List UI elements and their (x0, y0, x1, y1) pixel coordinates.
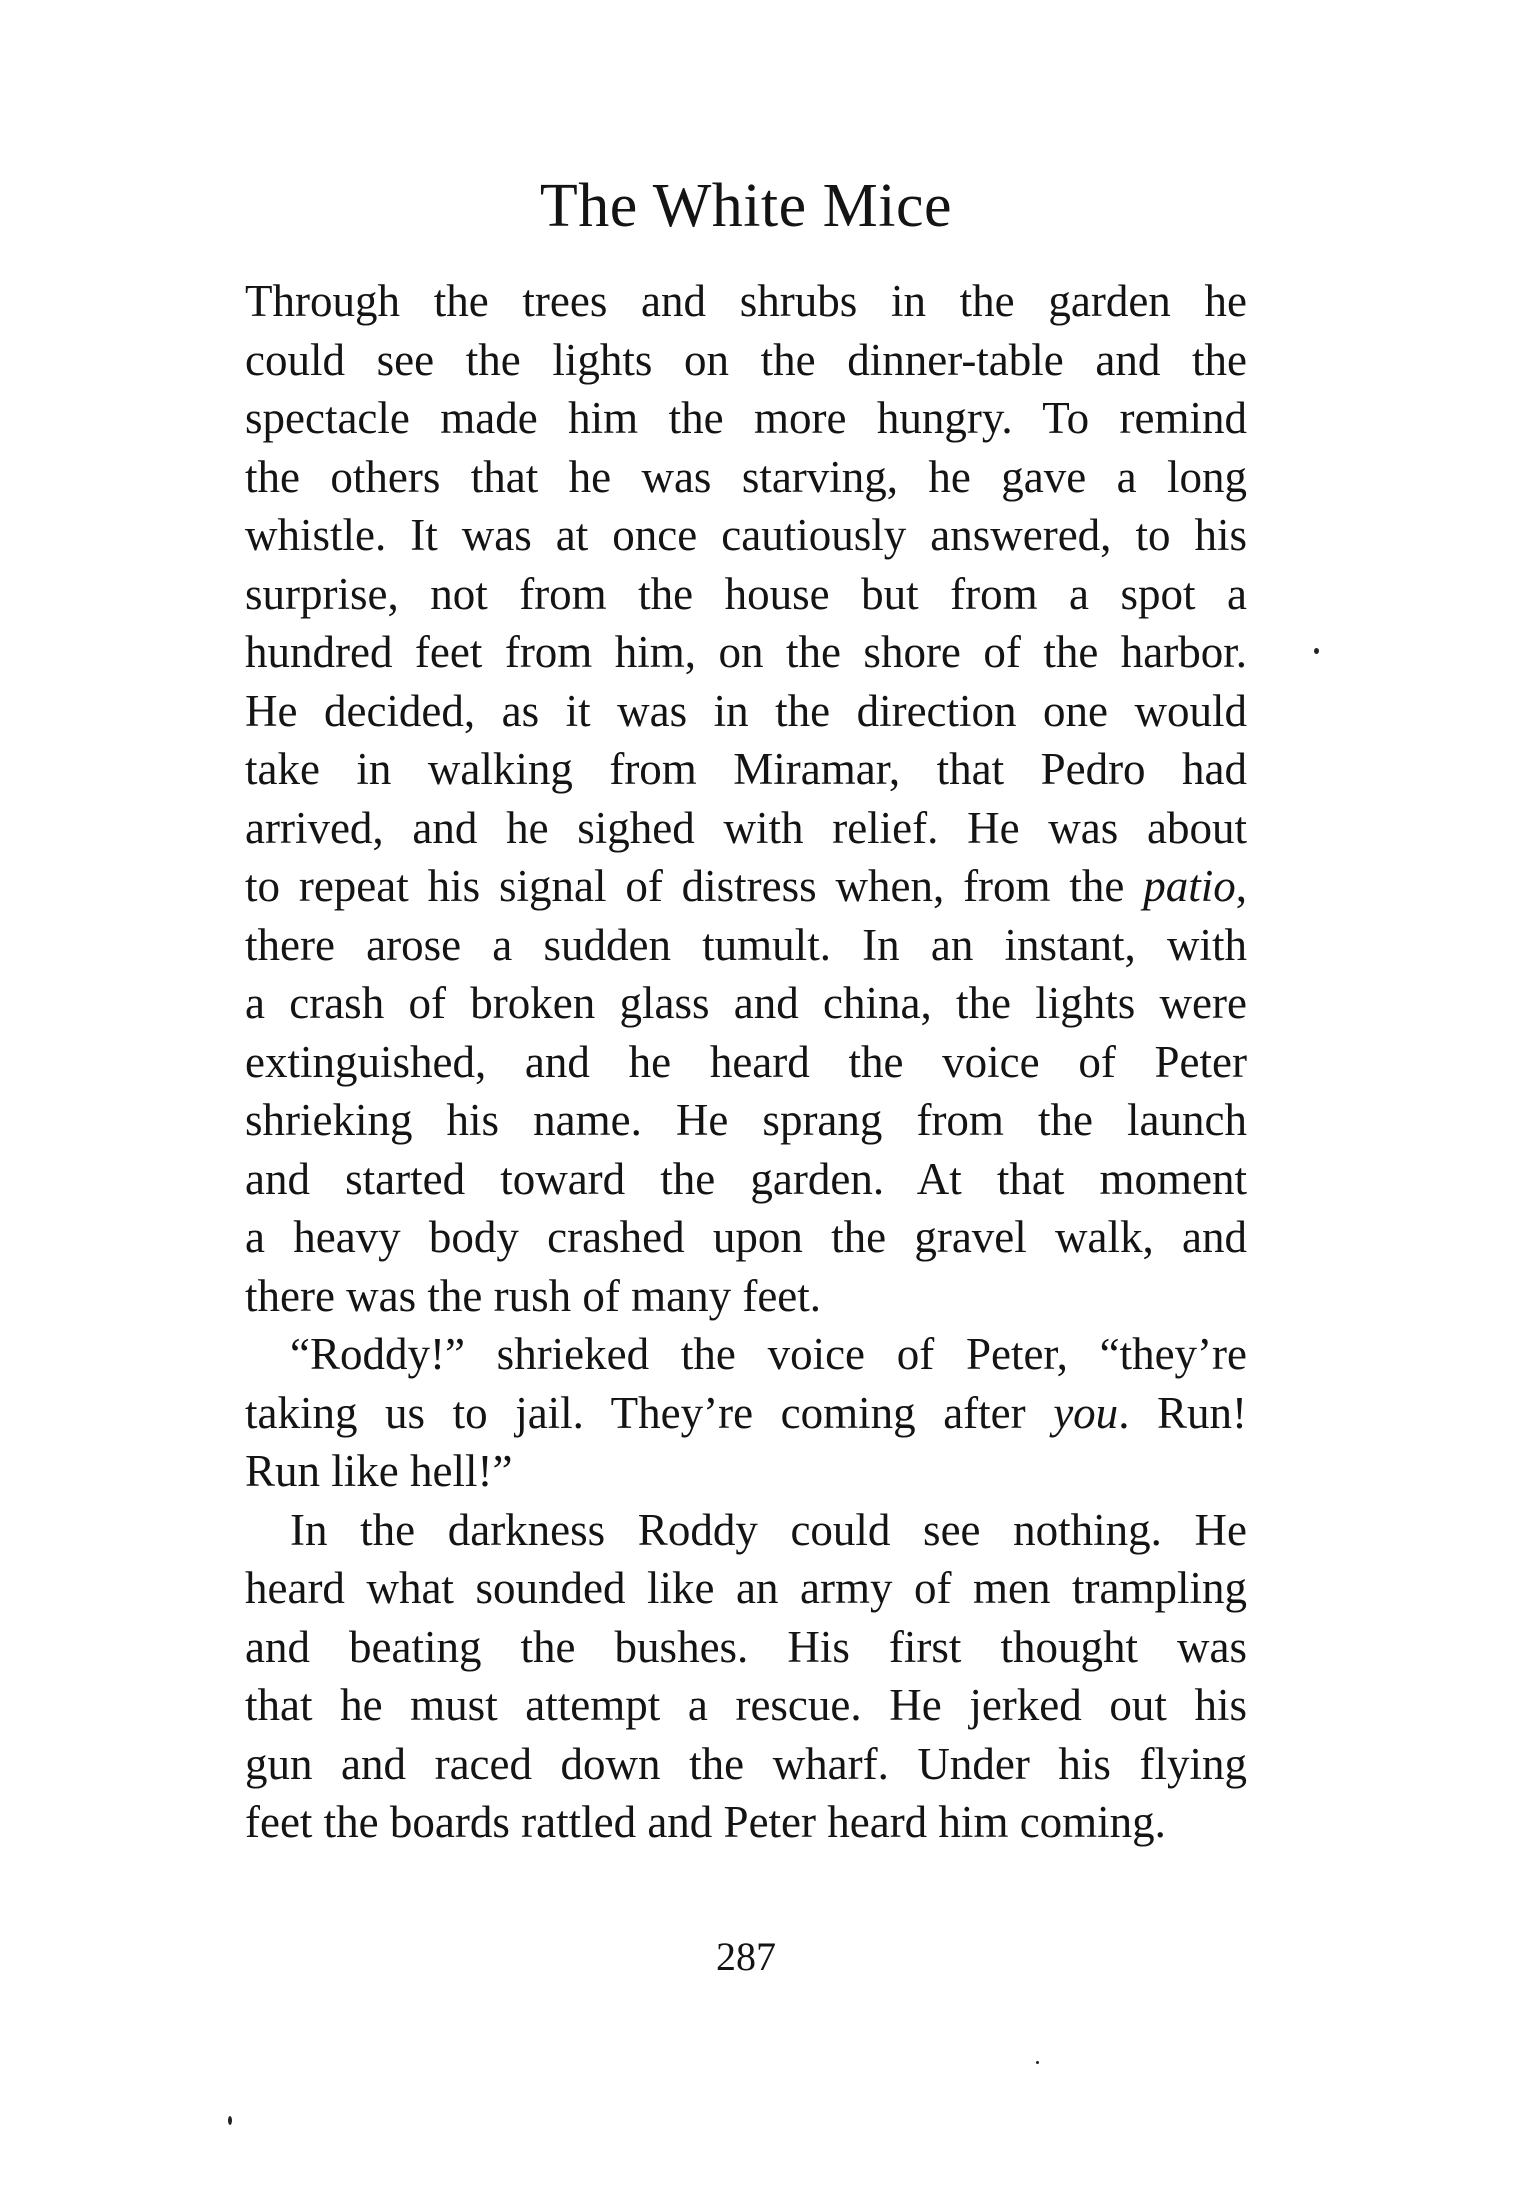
text-line: shrieking his name. He sprang from the launch (245, 1095, 1247, 1145)
text-line: arrived, and he sighed with relief. He was about (245, 802, 1247, 853)
text-line: a heavy body crashed upon the gravel walk, and (245, 1212, 1247, 1262)
text-line: feet the boards rattled and Peter heard him coming. (245, 1797, 1166, 1847)
text-line: take in walking from Miramar, that Pedro had (245, 744, 1247, 794)
text-line: taking us to jail. They’re coming after you. Run! (245, 1387, 1248, 1438)
text-line: surprise, not from the house but from a spot a (245, 568, 1247, 619)
text-line: whistle. It was at once cautiously answered, to his (245, 510, 1247, 560)
text-line: In the darkness Roddy could see nothing. He (290, 1504, 1247, 1555)
text-line: and beating the bushes. His first thought was (245, 1621, 1247, 1672)
text-line: gun and raced down the wharf. Under his flying (245, 1738, 1247, 1789)
text-line: Run like hell!” (245, 1446, 513, 1496)
text-line: Through the trees and shrubs in the garden he (245, 276, 1247, 326)
paragraph-3 (245, 1501, 1247, 1852)
text-line: there was the rush of many feet. (245, 1270, 822, 1321)
text-line: to repeat his signal of distress when, from the patio, (245, 861, 1247, 911)
text-line: a crash of broken glass and china, the lights were (245, 978, 1247, 1028)
text-line: extinguished, and he heard the voice of Peter (245, 1036, 1247, 1087)
body-text (245, 272, 1247, 1852)
paragraph-2 (245, 1325, 1247, 1501)
text-line: hundred feet from him, on the shore of the harbor. (245, 627, 1247, 677)
text-line: and started toward the garden. At that moment (245, 1153, 1247, 1204)
text-line: spectacle made him the more hungry. To remind (245, 393, 1247, 443)
print-speck (1036, 2061, 1039, 2064)
text-line: “Roddy!” shrieked the voice of Peter, “they’re (290, 1329, 1247, 1379)
text-line: the others that he was starving, he gave a long (245, 451, 1247, 502)
text-line: heard what sounded like an army of men trampling (245, 1563, 1247, 1613)
print-speck (1314, 648, 1319, 654)
text-line: could see the lights on the dinner-table and the (245, 334, 1247, 385)
print-speck (228, 2116, 232, 2125)
text-line: He decided, as it was in the direction one would (245, 685, 1247, 736)
running-head: The White Mice (539, 172, 953, 240)
text-line: that he must attempt a rescue. He jerked out his (245, 1680, 1247, 1730)
paragraph-1 (245, 272, 1247, 1325)
page-number: 287 (716, 1934, 776, 1979)
text-line: there arose a sudden tumult. In an instant, with (245, 919, 1247, 970)
